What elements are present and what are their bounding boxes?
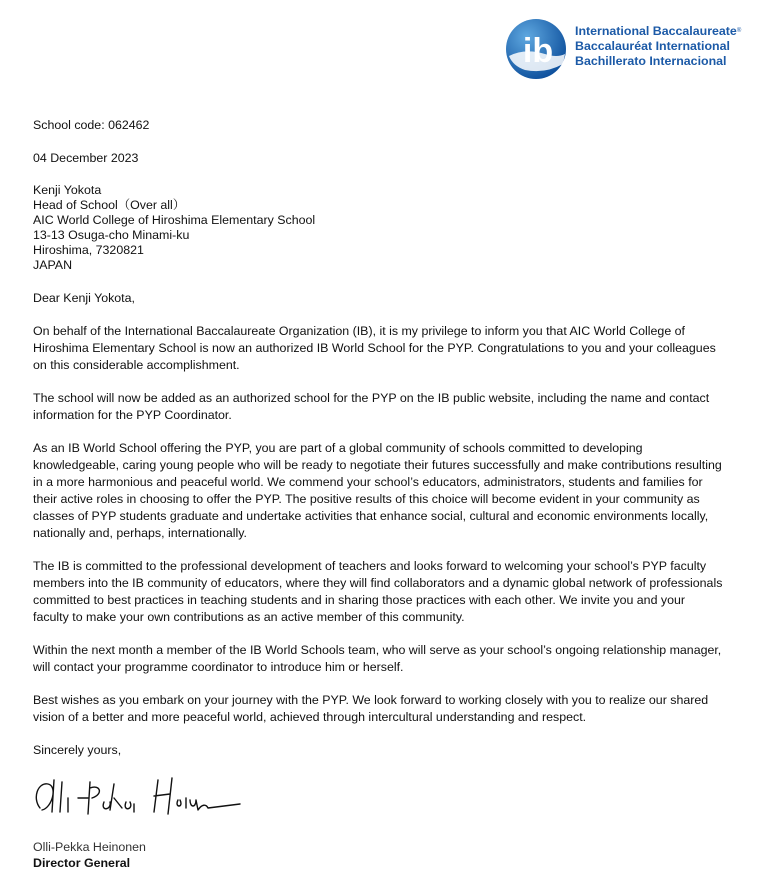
letter-body bbox=[33, 117, 723, 775]
signatory-name: Olli-Pekka Heinonen bbox=[33, 840, 146, 854]
recipient-name: Kenji Yokota bbox=[33, 183, 102, 197]
ib-logo-icon bbox=[505, 18, 567, 80]
recipient-city: Hiroshima, 7320821 bbox=[33, 243, 144, 257]
paragraph-best-wishes: Best wishes as you embark on your journey with the PYP. We look forward to working closely with you to realize our shared vision of a better and more peaceful world, achieved through intercultural understanding and respect. bbox=[33, 693, 709, 724]
logo-text: ib bbox=[522, 32, 554, 70]
brand-line-es: Bachillerato Internacional bbox=[575, 54, 727, 68]
brand-line-en: International Baccalaureate® bbox=[575, 24, 742, 38]
closing: Sincerely yours, bbox=[33, 743, 122, 757]
salutation: Dear Kenji Yokota, bbox=[33, 291, 135, 305]
letterhead bbox=[505, 16, 745, 86]
recipient-address bbox=[33, 183, 723, 273]
handwritten-signature bbox=[30, 768, 250, 824]
recipient-title: Head of School（Over all） bbox=[33, 198, 186, 212]
signatory-title: Director General bbox=[33, 856, 131, 870]
recipient-school: AIC World College of Hiroshima Elementary School bbox=[33, 213, 316, 227]
paragraph-community: As an IB World School offering the PYP, you are part of a global community of schools committed to developing knowledgeable, caring young people who will be ready to negotiate their futures successfully and make contributions resulting in a more harmonious and peaceful world. We commend your school’s educators, administrators, students and families for their active roles in choosing to offer the PYP. The positive results of this choice will become evident in your community as classes of PYP students graduate and undertake activities that enhance social, cultural and economic environments locally, nationally and, perhaps, internationally. bbox=[33, 441, 722, 540]
paragraph-authorization: On behalf of the International Baccalaureate Organization (IB), it is my privilege to inform you that AIC World College of Hiroshima Elementary School is now an authorized IB World School for the PYP. Congratulations to you and your colleagues on this considerable accomplishment. bbox=[33, 324, 716, 372]
brand-line-fr: Baccalauréat International bbox=[575, 39, 730, 53]
paragraph-website: The school will now be added as an authorized school for the PYP on the IB public website, including the name and contact information for the PYP Coordinator. bbox=[33, 391, 710, 422]
recipient-country: JAPAN bbox=[33, 258, 73, 272]
school-code: School code: 062462 bbox=[33, 118, 150, 132]
paragraph-relationship: Within the next month a member of the IB World Schools team, who will serve as your school’s ongoing relationship manager, will contact your programme coordinator to introduce him or herself. bbox=[33, 643, 722, 674]
letter-date: 04 December 2023 bbox=[33, 151, 139, 165]
paragraph-development: The IB is committed to the professional development of teachers and looks forward to welcoming your school’s PYP faculty members into the IB community of educators, where they will find collaborators and a dynamic global network of professionals committed to best practices in teaching students and in sharing those practices with each other. We invite you and your faculty to make your own contributions as an active member of this community. bbox=[33, 559, 723, 624]
brand-name-block bbox=[575, 24, 741, 69]
recipient-street: 13-13 Osuga-cho Minami-ku bbox=[33, 228, 190, 242]
